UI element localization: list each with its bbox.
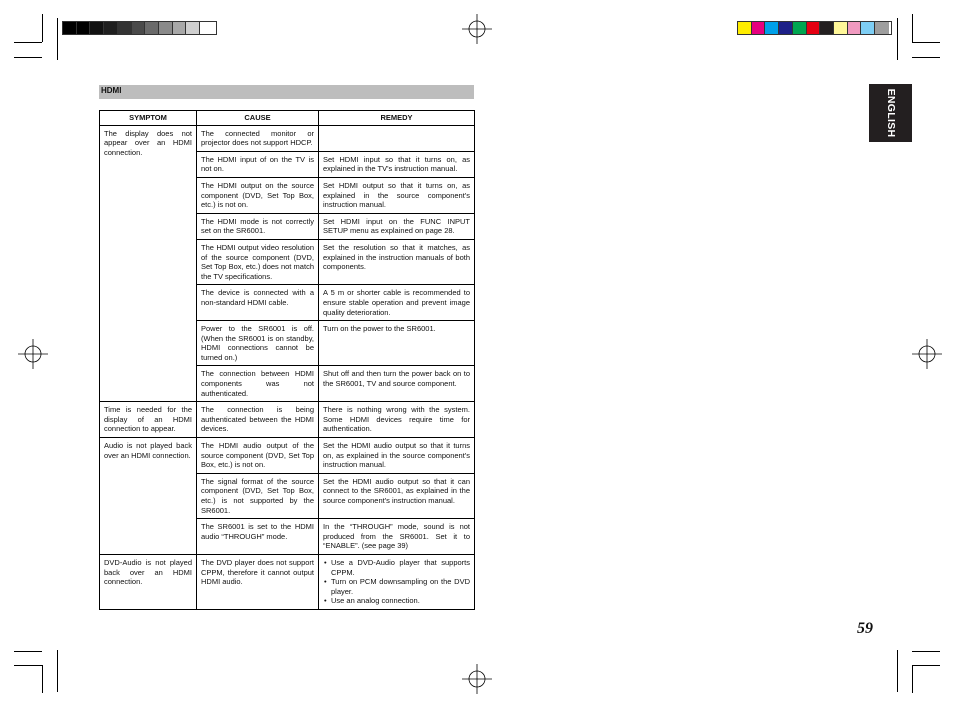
remedy-list-item: • Turn on PCM downsampling on the DVD player.: [323, 577, 470, 596]
cause-cell: The DVD player does not support CPPM, therefore it cannot output HDMI audio.: [197, 554, 319, 609]
remedy-cell: [319, 554, 475, 609]
color-swatch: [118, 22, 132, 34]
crop-mark: [912, 42, 940, 43]
cause-cell: The connected monitor or projector does not support HDCP.: [197, 125, 319, 151]
remedy-list: [323, 558, 470, 606]
remedy-cell: There is nothing wrong with the system. Some HDMI devices require time for authentication.: [319, 402, 475, 438]
registration-mark-left: [18, 339, 48, 369]
language-tab: [869, 84, 912, 142]
table-row: [100, 438, 475, 474]
remedy-cell: Set the HDMI audio output so that it turns on, as explained in the source component's instruction manual.: [319, 438, 475, 474]
table-row: [100, 554, 475, 609]
color-swatch: [159, 22, 173, 34]
color-swatch: [848, 22, 862, 34]
cause-cell: The HDMI output video resolution of the source component (DVD, Set Top Box, etc.) does not match the TV specifications.: [197, 239, 319, 284]
cause-cell: The HDMI input of on the TV is not on.: [197, 151, 319, 177]
remedy-cell: Set HDMI input on the FUNC INPUT SETUP menu as explained on page 28.: [319, 213, 475, 239]
cause-cell: Power to the SR6001 is off. (When the SR6001 is on standby, HDMI connections cannot be turned on.): [197, 321, 319, 366]
color-swatch: [63, 22, 77, 34]
cause-cell: The HDMI output on the source component (DVD, Set Top Box, etc.) is not on.: [197, 177, 319, 213]
process-color-bar: [737, 21, 892, 35]
crop-mark: [57, 650, 58, 692]
grayscale-color-bar: [62, 21, 217, 35]
cause-cell: The HDMI audio output of the source component (DVD, Set Top Box, etc.) is not on.: [197, 438, 319, 474]
remedy-list-item: • Use an analog connection.: [323, 596, 470, 606]
remedy-cell: Set the HDMI audio output so that it can connect to the SR6001, as explained in the source component's instruction manual.: [319, 473, 475, 518]
color-swatch: [793, 22, 807, 34]
table-row: [100, 125, 475, 151]
cause-cell: The device is connected with a non-standard HDMI cable.: [197, 285, 319, 321]
symptom-cell: Audio is not played back over an HDMI connection.: [100, 438, 197, 555]
remedy-list-item: • Use a DVD-Audio player that supports CPPM.: [323, 558, 470, 577]
cause-cell: The signal format of the source component (DVD, Set Top Box, etc.) is not supported by the SR6001.: [197, 473, 319, 518]
color-swatch: [145, 22, 159, 34]
remedy-cell: Set HDMI output so that it turns on, as explained in the source component's instruction manual.: [319, 177, 475, 213]
color-swatch: [861, 22, 875, 34]
registration-mark-top: [462, 14, 492, 44]
color-swatch: [132, 22, 146, 34]
remedy-cell: In the “THROUGH” mode, sound is not produced from the SR6001. Set it to “ENABLE”. (see page 39): [319, 519, 475, 555]
color-swatch: [807, 22, 821, 34]
symptom-cell: The display does not appear over an HDMI connection.: [100, 125, 197, 402]
section-header: [99, 85, 474, 99]
color-swatch: [77, 22, 91, 34]
crop-mark: [14, 665, 42, 666]
remedy-cell: Set HDMI input so that it turns on, as explained in the TV's instruction manual.: [319, 151, 475, 177]
crop-mark: [912, 14, 913, 42]
language-tab-label: ENGLISH: [884, 88, 897, 138]
remedy-cell: Set the resolution so that it matches, as explained in the instruction manuals of both components.: [319, 239, 475, 284]
crop-mark: [42, 665, 43, 693]
crop-mark: [912, 665, 913, 693]
crop-mark: [42, 14, 43, 42]
color-swatch: [875, 22, 889, 34]
color-swatch: [173, 22, 187, 34]
cause-cell: The HDMI mode is not correctly set on the SR6001.: [197, 213, 319, 239]
color-swatch: [779, 22, 793, 34]
cause-cell: The connection is being authenticated between the HDMI devices.: [197, 402, 319, 438]
remedy-cell: Turn on the power to the SR6001.: [319, 321, 475, 366]
crop-mark: [14, 651, 42, 652]
cause-cell: The SR6001 is set to the HDMI audio “THROUGH” mode.: [197, 519, 319, 555]
crop-mark: [897, 18, 898, 60]
table-header-row: [100, 111, 475, 126]
remedy-cell: [319, 125, 475, 151]
crop-mark: [912, 57, 940, 58]
crop-mark: [912, 651, 940, 652]
registration-mark-right: [912, 339, 942, 369]
header-cause: CAUSE: [197, 111, 319, 126]
cause-cell: The connection between HDMI components was not authenticated.: [197, 366, 319, 402]
page-number: 59: [857, 620, 873, 637]
color-swatch: [200, 22, 214, 34]
registration-mark-bottom: [462, 664, 492, 694]
color-swatch: [834, 22, 848, 34]
troubleshooting-table: [99, 110, 475, 610]
color-swatch: [752, 22, 766, 34]
crop-mark: [57, 18, 58, 60]
symptom-cell: DVD-Audio is not played back over an HDMI connection.: [100, 554, 197, 609]
remedy-cell: A 5 m or shorter cable is recommended to ensure stable operation and prevent image quality deterioration.: [319, 285, 475, 321]
color-swatch: [765, 22, 779, 34]
symptom-cell: Time is needed for the display of an HDMI connection to appear.: [100, 402, 197, 438]
crop-mark: [897, 650, 898, 692]
section-title: HDMI: [101, 86, 122, 95]
crop-mark: [14, 57, 42, 58]
header-remedy: REMEDY: [319, 111, 475, 126]
color-swatch: [186, 22, 200, 34]
color-swatch: [738, 22, 752, 34]
color-swatch: [90, 22, 104, 34]
color-swatch: [820, 22, 834, 34]
remedy-cell: Shut off and then turn the power back on to the SR6001, TV and source component.: [319, 366, 475, 402]
table-row: [100, 402, 475, 438]
crop-mark: [912, 665, 940, 666]
crop-mark: [14, 42, 42, 43]
header-symptom: SYMPTOM: [100, 111, 197, 126]
color-swatch: [104, 22, 118, 34]
